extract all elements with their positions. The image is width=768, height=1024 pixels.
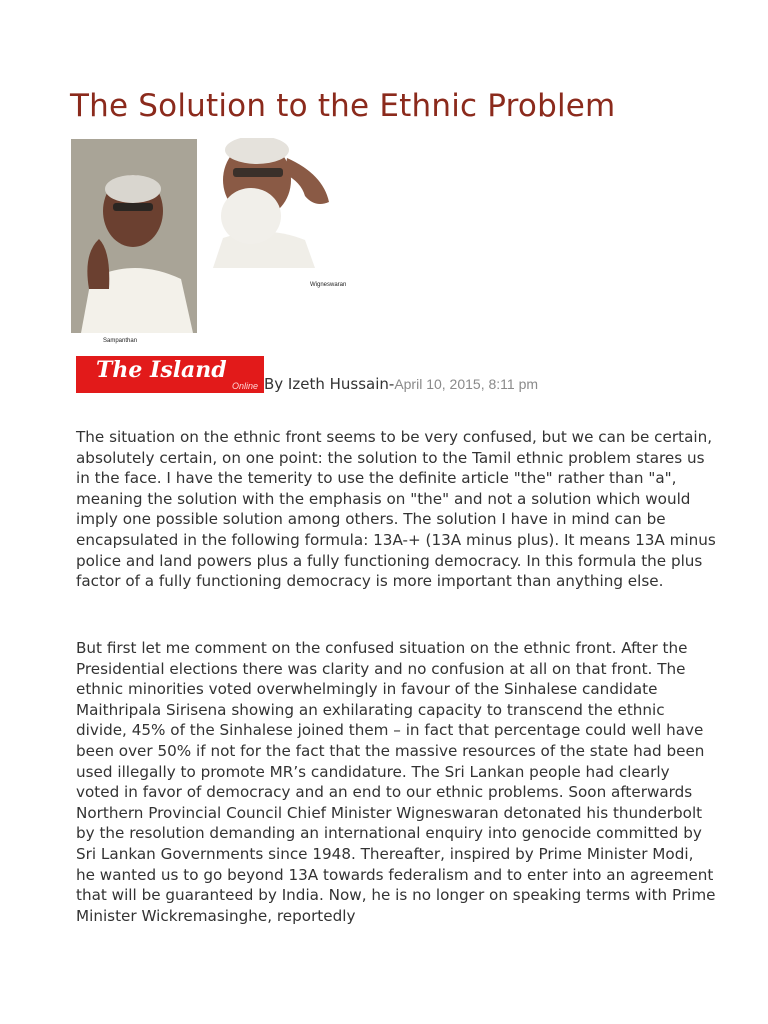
photo-wigneswaran — [205, 138, 353, 268]
photo-right-caption: Wigneswaran — [310, 282, 347, 288]
the-island-logo — [76, 356, 264, 393]
portrait-right-image — [205, 138, 353, 268]
logo-sub-text: Online — [231, 381, 258, 391]
article-title: The Solution to the Ethnic Problem — [70, 88, 616, 124]
logo-main-text: The Island — [96, 357, 227, 383]
portrait-left-image — [71, 139, 197, 333]
photo-left-caption: Sampanthan — [103, 338, 138, 344]
article-paragraph-1: The situation on the ethnic front seems to be very confused, but we can be certain, absolutely certain, on one point: the solution to the Tamil ethnic problem stares us in the face. I have the temerity to use the definite article "the" rather than "a", meaning the solution with the emphasis on "the" and not a solution which would imply one possible solution among others. The solution I have in mind can be encapsulated in the following formula: 13A-+ (13A minus plus). It means 13A minus police and land powers plus a fully functioning democracy. In this formula the plus factor of a fully functioning democracy is more important than anything else. — [76, 428, 716, 591]
article-paragraph-2: But first let me comment on the confused situation on the ethnic front. After the Presidential elections there was clarity and no confusion at all on that front. The ethnic minorities voted overwhelmingly in favour of the Sinhalese candidate Maithripala Sirisena showing an exhilarating capacity to transcend the ethnic divide, 45% of the Sinhalese joined them – in fact that percentage could well have been over 50% if not for the fact that the massive resources of the state had been used illegally to promote MR’s candidature. The Sri Lankan people had clearly voted in favor of democracy and an end to our ethnic problems. Soon afterwards Northern Provincial Council Chief Minister Wigneswaran detonated his thunderbolt by the resolution demanding an international enquiry into genocide committed by Sri Lankan Governments since 1948. Thereafter, inspired by Prime Minister Modi, he wanted us to go beyond 13A towards federalism and to enter into an agreement that will be guaranteed by India. Now, he is no longer on speaking terms with Prime Minister Wickremasinghe, reportedly — [76, 639, 716, 925]
byline-date: April 10, 2015, 8:11 pm — [394, 376, 539, 392]
byline-author: By Izeth Hussain- — [264, 375, 395, 393]
byline — [264, 375, 538, 393]
photo-sampanthan — [71, 139, 197, 333]
